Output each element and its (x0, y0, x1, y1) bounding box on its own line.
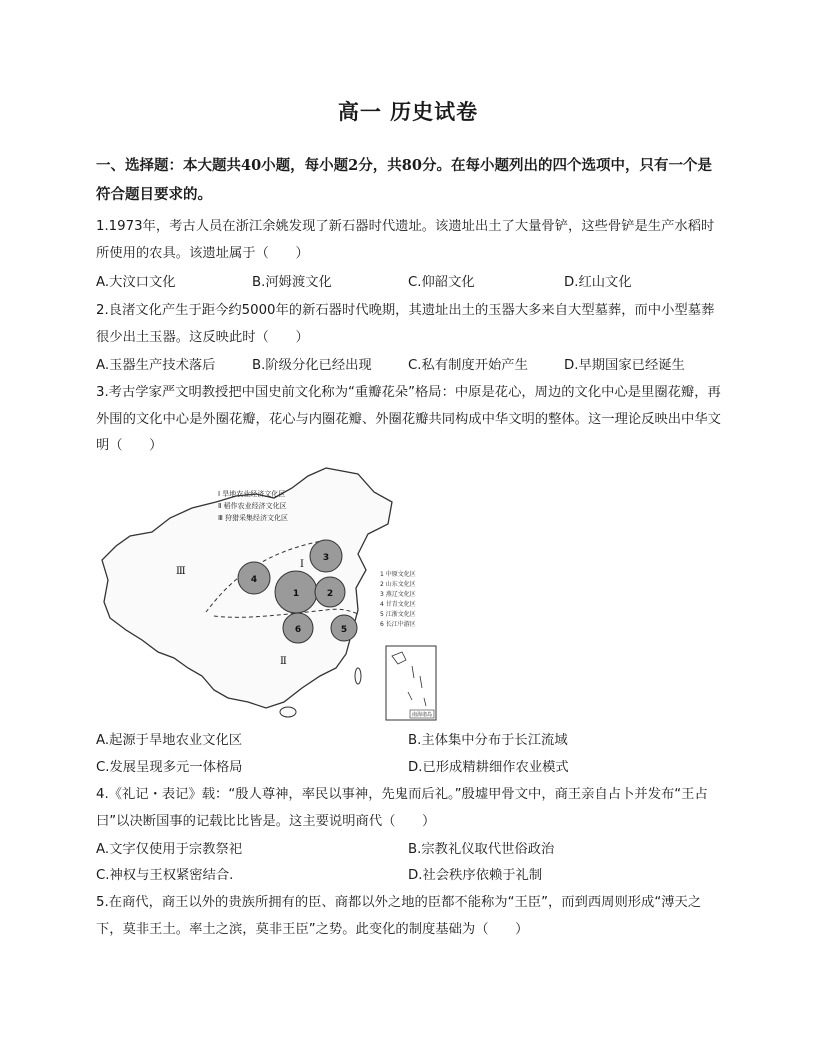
option-a: A.玉器生产技术落后 (96, 358, 216, 373)
option-d: D.红山文化 (564, 275, 632, 290)
legend-zone: Ⅱ 稻作农业经济文化区 (218, 502, 287, 510)
question-3-stem: 3.考古学家严文明教授把中国史前文化称为“重瓣花朵”格局：中原是花心，周边的文化中心是里圈花瓣，再外围的文化中心是外圈花瓣，花心与内圈花瓣、外圈花瓣共同构成中华文明的整体。这一理论反映出中华文明（ ） (96, 385, 721, 453)
question-4-options (96, 864, 724, 890)
circle-number: 1 (292, 589, 300, 599)
option-d: D.已形成精耕细作农业模式 (408, 760, 569, 775)
legend-zone: Ⅰ 旱地农业经济文化区 (218, 490, 286, 498)
circle-number: 2 (326, 589, 334, 599)
question-3-options (96, 729, 724, 755)
legend-zone: Ⅲ 狩猎采集经济文化区 (218, 514, 289, 522)
option-a: A.文字仅使用于宗教祭祀 (96, 842, 243, 857)
option-b: B.宗教礼仪取代世俗政治 (408, 842, 555, 857)
question-3-options (96, 756, 724, 782)
option-d: D.社会秩序依赖于礼制 (408, 868, 543, 883)
option-c: C.神权与王权紧密结合. (96, 868, 234, 883)
legend-culture: 1 中原文化区 (380, 571, 416, 578)
option-a: A.大汶口文化 (96, 275, 176, 290)
option-c: C.私有制度开始产生 (408, 358, 528, 373)
prehistoric-culture-map (96, 462, 441, 724)
section-heading: 一、选择题：本大题共40小题，每小题2分，共80分。在每小题列出的四个选项中，只有一个是符合题目要求的。 (96, 157, 712, 203)
option-b: B.河姆渡文化 (252, 275, 332, 290)
legend-culture: 6 长江中游区 (380, 621, 416, 628)
question-2-stem: 2.良渚文化产生于距今约5000年的新石器时代晚期，其遗址出土的玉器大多来自大型墓葬，而中小型墓葬很少出土玉器。这反映此时（ ） (96, 303, 715, 345)
question-1-stem: 1.1973年，考古人员在浙江余姚发现了新石器时代遗址。该遗址出土了大量骨铲，这些骨铲是生产水稻时所使用的农具。该遗址属于（ ） (96, 219, 715, 261)
option-d: D.早期国家已经诞生 (564, 358, 685, 373)
page-title: 高一 历史试卷 (337, 99, 479, 124)
circle-number: 6 (294, 625, 302, 635)
zone-mark: Ⅲ (176, 566, 186, 577)
legend-culture: 5 江浙文化区 (380, 611, 416, 618)
hainan-island (280, 707, 296, 717)
option-b: B.主体集中分布于长江流域 (408, 733, 568, 748)
zone-mark: Ⅰ (300, 559, 304, 570)
question-2-options (96, 354, 724, 380)
south-sea-inset (386, 646, 436, 720)
inset-label: 南海诸岛 (411, 712, 433, 718)
option-c: C.仰韶文化 (408, 275, 475, 290)
circle-number: 4 (250, 575, 258, 585)
legend-culture: 3 燕辽文化区 (380, 591, 416, 598)
question-1-options (96, 271, 724, 297)
question-4-options (96, 838, 724, 864)
option-c: C.发展呈现多元一体格局 (96, 760, 243, 775)
option-a: A.起源于旱地农业文化区 (96, 733, 243, 748)
option-b: B.阶级分化已经出现 (252, 358, 372, 373)
taiwan-island (355, 668, 361, 684)
question-5-stem: 5.在商代，商王以外的贵族所拥有的臣、商都以外之地的臣都不能称为“王臣”，而到西周则形成“溥天之下，莫非王土。率土之滨，莫非王臣”之势。此变化的制度基础为（ ） (96, 895, 702, 937)
legend-culture: 2 山东文化区 (380, 581, 416, 588)
zone-mark: Ⅱ (280, 656, 287, 667)
circle-number: 5 (340, 625, 348, 635)
legend-culture: 4 甘青文化区 (380, 601, 416, 608)
circle-number: 3 (322, 553, 330, 563)
question-4-stem: 4.《礼记・表记》载：“殷人尊神，率民以事神，先鬼而后礼。”殷墟甲骨文中，商王亲自占卜并发布“王占曰”以决断国事的记载比比皆是。这主要说明商代（ ） (96, 787, 708, 829)
